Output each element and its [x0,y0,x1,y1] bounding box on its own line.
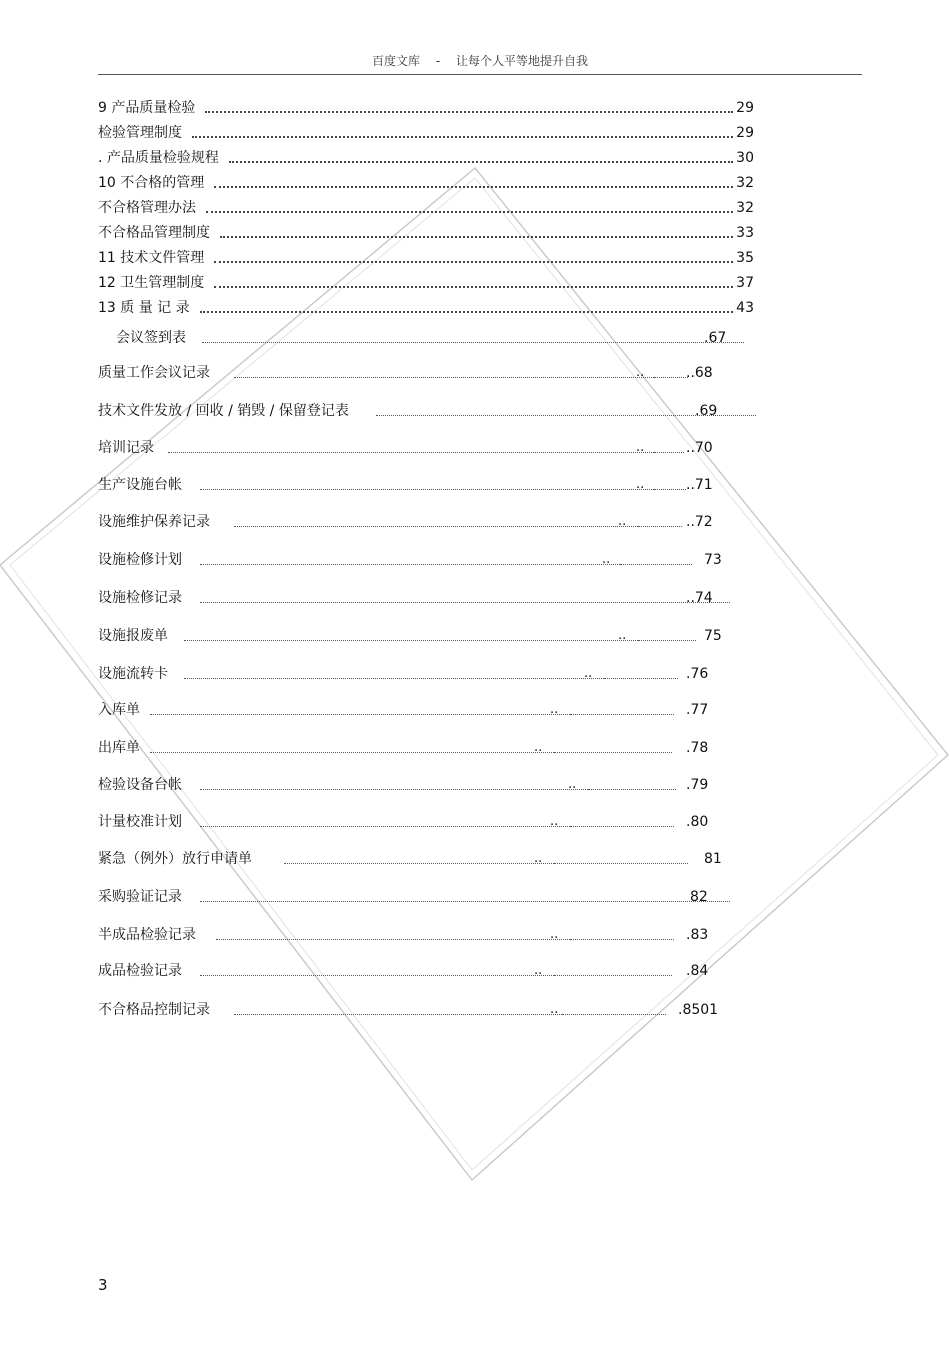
record-title: 培训记录 [98,440,154,456]
toc-entry-title: 检验管理制度 [98,125,182,141]
record-title: 生产设施台帐 [98,477,182,493]
leader-dots [654,479,684,490]
leader-dots [638,630,696,641]
record-separator: .. [550,702,559,717]
record-page: .67 [704,330,727,346]
record-separator: .. [602,552,611,567]
toc-entry[interactable] [98,142,754,167]
record-title: 设施检修记录 [98,590,182,606]
record-page: .80 [686,814,709,830]
toc-entry-page: 29 [736,125,754,141]
record-entry[interactable] [98,512,728,534]
leader-dots [200,554,656,565]
leader-dots [638,516,682,527]
record-page: .83 [686,927,709,943]
leader-dots [234,367,688,378]
record-page: ..68 [686,365,713,381]
leader-dots [200,592,730,603]
leader-dots [214,274,733,288]
record-page: .78 [686,740,709,756]
toc-entry-title: 10 不合格的管理 [98,175,205,191]
record-title: 计量校准计划 [98,814,182,830]
record-title: 技术文件发放 / 回收 / 销毁 / 保留登记表 [98,403,349,419]
leader-dots [554,853,688,864]
record-page: .69 [695,403,718,419]
record-entry[interactable] [98,700,728,722]
page-number: 3 [98,1276,108,1294]
record-page: 82 [690,889,708,905]
record-page: ..70 [686,440,713,456]
record-entry[interactable] [98,849,728,871]
record-page: .76 [686,666,709,682]
leader-dots [570,929,674,940]
record-separator: .. [636,440,645,455]
record-entry[interactable] [98,550,728,572]
toc-main [98,92,754,317]
leader-dots [234,516,674,527]
leader-dots [554,742,672,753]
leader-dots [570,704,674,715]
record-page: 75 [704,628,722,644]
leader-dots [214,249,733,263]
record-separator: .. [636,365,645,380]
header-separator: - [435,54,441,68]
record-separator: .. [618,628,627,643]
page-header [98,52,862,75]
leader-dots [184,668,640,679]
record-separator: .. [636,477,645,492]
record-title: 检验设备台帐 [98,777,182,793]
record-entry[interactable] [98,664,728,686]
toc-entry[interactable] [98,217,754,242]
record-separator: .. [568,777,577,792]
toc-entry-title: 12 卫生管理制度 [98,275,205,291]
record-entry[interactable] [98,475,728,497]
toc-entry[interactable] [98,117,754,142]
record-entry[interactable] [98,775,728,797]
toc-entry[interactable] [98,167,754,192]
record-entry[interactable] [98,887,728,909]
toc-entry-title: 不合格品管理制度 [98,225,210,241]
record-page: .77 [686,702,709,718]
record-entry[interactable] [98,812,728,834]
toc-entry[interactable] [98,92,754,117]
toc-entry-page: 37 [736,275,754,291]
toc-entry-page: 32 [736,200,754,216]
toc-entry-page: 33 [736,225,754,241]
leader-dots [220,224,733,238]
record-title: 成品检验记录 [98,963,182,979]
record-separator: .. [534,963,543,978]
record-title: 采购验证记录 [98,889,182,905]
record-page: ..71 [686,477,713,493]
leader-dots [562,1004,666,1015]
toc-entry[interactable] [98,242,754,267]
record-entry[interactable] [98,961,728,983]
toc-entry[interactable] [98,192,754,217]
record-page: .79 [686,777,709,793]
record-page: ..74 [686,590,713,606]
leader-dots [588,779,676,790]
toc-entry-title: 不合格管理办法 [98,200,196,216]
record-title: 质量工作会议记录 [98,365,210,381]
record-entry[interactable] [98,626,728,648]
record-title: 设施报废单 [98,628,168,644]
record-entry[interactable] [98,401,728,423]
record-title: 设施流转卡 [98,666,168,682]
leader-dots [150,704,606,715]
leader-dots [200,479,686,490]
record-title: 出库单 [98,740,140,756]
leader-dots [168,442,680,453]
record-entry[interactable] [98,328,728,350]
toc-entry-page: 43 [736,300,754,316]
record-entry[interactable] [98,738,728,760]
leader-dots [604,668,678,679]
leader-dots [620,554,692,565]
record-entry[interactable] [98,438,728,460]
leader-dots [184,630,670,641]
header-site: 百度文库 [371,54,420,68]
leader-dots [200,891,730,902]
leader-dots [200,779,626,790]
record-page: ..72 [686,514,713,530]
record-page: .84 [686,963,709,979]
toc-entry[interactable] [98,267,754,292]
record-title: 不合格品控制记录 [98,1002,210,1018]
leader-dots [205,99,733,113]
leader-dots [206,199,733,213]
record-separator: .. [550,927,559,942]
toc-entry-title: 13 质 量 记 录 [98,300,190,316]
toc-entry-title: 11 技术文件管理 [98,250,205,266]
toc-entry-title: 9 产品质量检验 [98,100,196,116]
record-title: 设施维护保养记录 [98,514,210,530]
record-entry[interactable] [98,1000,728,1022]
header-slogan: 让每个人平等地提升自我 [456,54,589,68]
toc-entry-page: 29 [736,100,754,116]
record-title: 半成品检验记录 [98,927,196,943]
leader-dots [192,124,733,138]
leader-dots [200,299,734,313]
leader-dots [654,367,684,378]
record-title: 会议签到表 [116,330,186,346]
record-title: 紧急（例外）放行申请单 [98,851,252,867]
leader-dots [229,149,733,163]
record-entry[interactable] [98,925,728,947]
record-page: 81 [704,851,722,867]
leader-dots [570,816,674,827]
leader-dots [202,332,744,343]
record-entry[interactable] [98,363,728,385]
leader-dots [214,174,733,188]
leader-dots [654,442,684,453]
leader-dots [554,965,672,976]
record-page: .8501 [678,1002,719,1018]
toc-entry-page: 32 [736,175,754,191]
record-entry[interactable] [98,588,728,610]
record-separator: .. [618,514,627,529]
toc-entry-page: 30 [736,150,754,166]
toc-entry-page: 35 [736,250,754,266]
record-separator: .. [534,740,543,755]
record-page: 73 [704,552,722,568]
record-title: 设施检修计划 [98,552,182,568]
toc-entry-title: . 产品质量检验规程 [98,150,219,166]
toc-entry[interactable] [98,292,754,317]
record-separator: .. [550,1002,559,1017]
record-separator: .. [550,814,559,829]
leader-dots [150,742,590,753]
record-title: 入库单 [98,702,140,718]
record-separator: .. [534,851,543,866]
record-separator: .. [584,666,593,681]
